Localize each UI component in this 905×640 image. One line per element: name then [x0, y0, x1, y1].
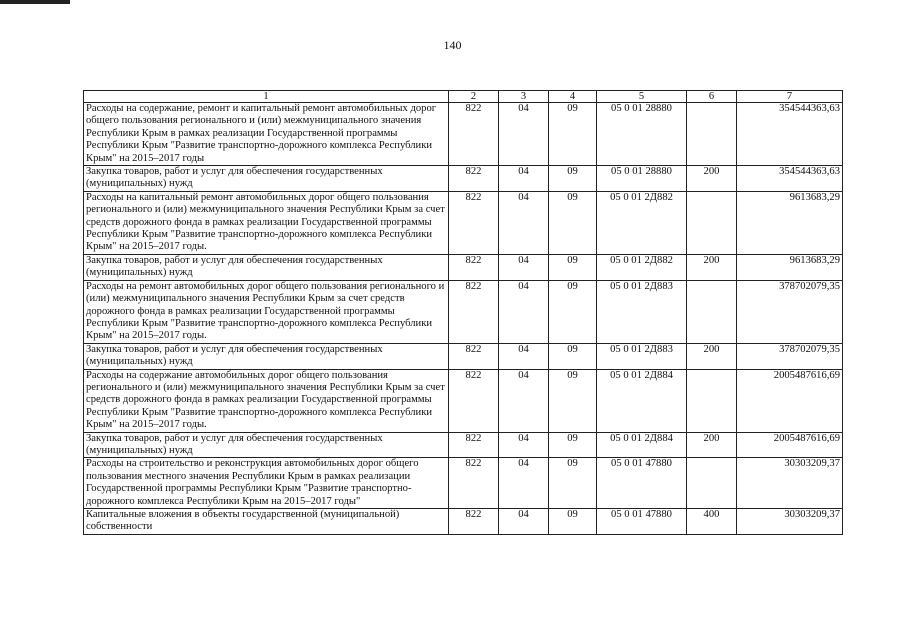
table-row — [84, 103, 843, 166]
amount-cell: 2005487616,69 — [737, 369, 843, 432]
expense-type-cell: 400 — [687, 509, 737, 535]
subsection-code-cell: 09 — [549, 343, 597, 369]
ministry-code-cell: 822 — [449, 509, 499, 535]
header-cell-3: 3 — [499, 91, 549, 103]
table-row — [84, 166, 843, 192]
amount-cell: 378702079,35 — [737, 343, 843, 369]
header-cell-6: 6 — [687, 91, 737, 103]
table-row — [84, 432, 843, 458]
expense-type-cell: 200 — [687, 254, 737, 280]
subsection-code-cell: 09 — [549, 103, 597, 166]
table-row — [84, 280, 843, 343]
target-article-cell: 05 0 01 47880 — [597, 458, 687, 509]
table-header-row — [84, 91, 843, 103]
section-code-cell: 04 — [499, 103, 549, 166]
section-code-cell: 04 — [499, 458, 549, 509]
target-article-cell: 05 0 01 28880 — [597, 166, 687, 192]
top-edge-mark — [0, 0, 70, 4]
expense-name-cell: Закупка товаров, работ и услуг для обеспечения государственных (муниципальных) нужд — [84, 254, 449, 280]
section-code-cell: 04 — [499, 280, 549, 343]
target-article-cell: 05 0 01 2Д882 — [597, 191, 687, 254]
expense-name-cell: Расходы на строительство и реконструкция автомобильных дорог общего пользования местного значения Республики Крым в рамках реализации Государственной программы Республики Крым "Развитие транспортно-дорожного комплекса Республики Крым на 2015–2017 годы" — [84, 458, 449, 509]
header-cell-1: 1 — [84, 91, 449, 103]
section-code-cell: 04 — [499, 191, 549, 254]
subsection-code-cell: 09 — [549, 369, 597, 432]
amount-cell: 2005487616,69 — [737, 432, 843, 458]
table-row — [84, 369, 843, 432]
header-cell-2: 2 — [449, 91, 499, 103]
amount-cell: 30303209,37 — [737, 509, 843, 535]
header-cell-5: 5 — [597, 91, 687, 103]
expense-type-cell — [687, 103, 737, 166]
table-row — [84, 458, 843, 509]
header-cell-7: 7 — [737, 91, 843, 103]
expense-type-cell — [687, 369, 737, 432]
section-code-cell: 04 — [499, 509, 549, 535]
subsection-code-cell: 09 — [549, 191, 597, 254]
amount-cell: 30303209,37 — [737, 458, 843, 509]
table-row — [84, 509, 843, 535]
section-code-cell: 04 — [499, 369, 549, 432]
expense-name-cell: Капитальные вложения в объекты государственной (муниципальной) собственности — [84, 509, 449, 535]
expense-type-cell: 200 — [687, 432, 737, 458]
expense-type-cell — [687, 458, 737, 509]
target-article-cell: 05 0 01 2Д883 — [597, 343, 687, 369]
expense-name-cell: Закупка товаров, работ и услуг для обеспечения государственных (муниципальных) нужд — [84, 432, 449, 458]
ministry-code-cell: 822 — [449, 103, 499, 166]
expense-name-cell: Закупка товаров, работ и услуг для обеспечения государственных (муниципальных) нужд — [84, 343, 449, 369]
expense-type-cell — [687, 280, 737, 343]
ministry-code-cell: 822 — [449, 280, 499, 343]
table-row — [84, 343, 843, 369]
subsection-code-cell: 09 — [549, 458, 597, 509]
amount-cell: 9613683,29 — [737, 254, 843, 280]
ministry-code-cell: 822 — [449, 343, 499, 369]
ministry-code-cell: 822 — [449, 458, 499, 509]
header-cell-4: 4 — [549, 91, 597, 103]
amount-cell: 354544363,63 — [737, 103, 843, 166]
section-code-cell: 04 — [499, 166, 549, 192]
expense-type-cell — [687, 191, 737, 254]
subsection-code-cell: 09 — [549, 432, 597, 458]
subsection-code-cell: 09 — [549, 280, 597, 343]
target-article-cell: 05 0 01 2Д883 — [597, 280, 687, 343]
table-row — [84, 254, 843, 280]
expense-type-cell: 200 — [687, 343, 737, 369]
section-code-cell: 04 — [499, 432, 549, 458]
target-article-cell: 05 0 01 2Д884 — [597, 432, 687, 458]
target-article-cell: 05 0 01 2Д884 — [597, 369, 687, 432]
expense-name-cell: Закупка товаров, работ и услуг для обеспечения государственных (муниципальных) нужд — [84, 166, 449, 192]
amount-cell: 9613683,29 — [737, 191, 843, 254]
amount-cell: 378702079,35 — [737, 280, 843, 343]
ministry-code-cell: 822 — [449, 191, 499, 254]
subsection-code-cell: 09 — [549, 254, 597, 280]
expense-name-cell: Расходы на капитальный ремонт автомобильных дорог общего пользования регионального и (или) межмуниципального значения Республики Крым за счет средств дорожного фонда в рамках реализации Государственной программы Республики Крым "Развитие транспортно-дорожного комплекса Республики Крым" на 2015–2017 годы. — [84, 191, 449, 254]
subsection-code-cell: 09 — [549, 166, 597, 192]
ministry-code-cell: 822 — [449, 432, 499, 458]
expense-name-cell: Расходы на содержание автомобильных дорог общего пользования регионального и (или) межмуниципального значения Республики Крым за счет средств дорожного фонда в рамках реализации Государственной программы Республики Крым "Развитие транспортно-дорожного комплекса Республики Крым" на 2015–2017 годы. — [84, 369, 449, 432]
ministry-code-cell: 822 — [449, 254, 499, 280]
table-body — [84, 103, 843, 535]
table-row — [84, 191, 843, 254]
section-code-cell: 04 — [499, 254, 549, 280]
expense-type-cell: 200 — [687, 166, 737, 192]
ministry-code-cell: 822 — [449, 166, 499, 192]
target-article-cell: 05 0 01 28880 — [597, 103, 687, 166]
target-article-cell: 05 0 01 2Д882 — [597, 254, 687, 280]
target-article-cell: 05 0 01 47880 — [597, 509, 687, 535]
amount-cell: 354544363,63 — [737, 166, 843, 192]
budget-table — [83, 90, 843, 535]
expense-name-cell: Расходы на содержание, ремонт и капитальный ремонт автомобильных дорог общего пользования регионального и (или) межмуниципального значения Республики Крым в рамках реализации Государственной программы Республики Крым "Развитие транспортно-дорожного комплекса Республики Крым" на 2015–2017 годы — [84, 103, 449, 166]
subsection-code-cell: 09 — [549, 509, 597, 535]
expense-name-cell: Расходы на ремонт автомобильных дорог общего пользования регионального и (или) межмуниципального значения Республики Крым за счет средств дорожного фонда в рамках реализации Государственной программы Республики Крым "Развитие транспортно-дорожного комплекса Республики Крым" на 2015–2017 годы. — [84, 280, 449, 343]
page-number: 140 — [443, 38, 462, 52]
ministry-code-cell: 822 — [449, 369, 499, 432]
section-code-cell: 04 — [499, 343, 549, 369]
